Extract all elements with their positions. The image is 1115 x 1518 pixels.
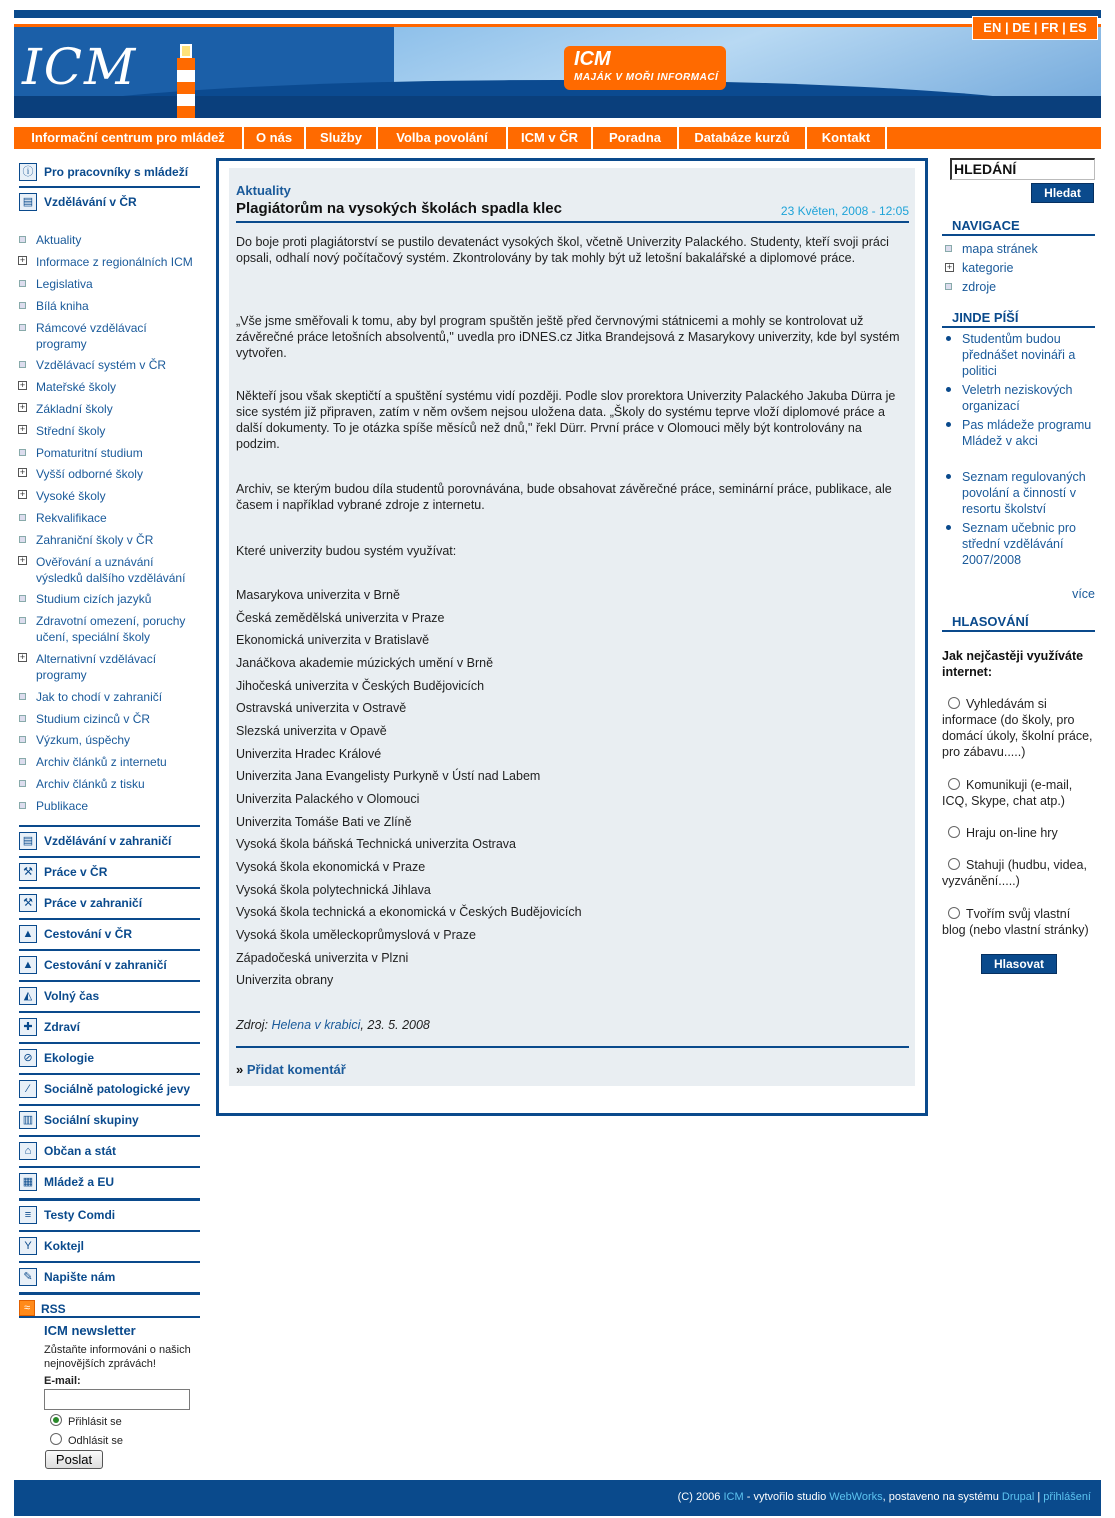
elsewhere-item-label: Seznam regulovaných povolání a činností v resortu školství [962, 470, 1086, 516]
section-label: Napište nám [44, 1270, 116, 1284]
book-icon: ▤ [19, 193, 37, 211]
expand-icon[interactable]: + [19, 467, 26, 477]
jinde-pisi-header [942, 306, 1095, 328]
bullet-icon [19, 324, 26, 331]
menu-item-label: Publikace [36, 799, 89, 813]
menu-item-label: Jak to chodí v zahraničí [36, 690, 163, 704]
nav-item-label: zdroje [962, 280, 997, 294]
section-socialne-patologicke[interactable] [19, 1073, 200, 1103]
menu-item-label: Alternativní vzdělávací programy [36, 652, 157, 682]
section-label: Občan a stát [44, 1144, 117, 1158]
lang-de[interactable]: DE [1012, 20, 1031, 35]
university-item: Univerzita Tomáše Bati ve Zlíně [236, 815, 412, 829]
article-paragraph: Někteří jsou však skeptičtí a spuštění systému vidí později. Podle slov prorektora Univerzity Palackého Jakuba Dürra je sice systém již připraven, zatím v něm ovšem nejsou uložena data. „Školy do systému teprve vloží diplomové práce a další dokumenty. To je otázka spíše měsíců než dnů," řekl Dürr. První práce v Olomouci měly být kontrolovány na podzim. [236, 389, 896, 451]
section-label: Koktejl [44, 1239, 85, 1253]
footer-copyright: (C) 2006 [677, 1491, 721, 1503]
bullet-icon [19, 736, 26, 743]
menu-item-label: Základní školy [36, 402, 113, 416]
section-label: Vzdělávání v ČR [44, 195, 137, 209]
footer-studio-link[interactable]: WebWorks [829, 1491, 883, 1503]
poll-radio[interactable] [948, 697, 960, 709]
expand-icon[interactable]: + [19, 652, 26, 662]
bullet-icon [19, 302, 26, 309]
menu-item-label: Zdravotní omezení, poruchy učení, speciální školy [36, 614, 186, 644]
poll-option-label: Komunikuji (e-mail, ICQ, Skype, chat atp.) [942, 778, 1073, 808]
university-item: Jihočeská univerzita v Českých Budějovicích [236, 679, 485, 693]
article-date: 23 Květen, 2008 - 12:05 [780, 204, 909, 218]
subscribe-radio[interactable] [50, 1414, 62, 1426]
newsletter-text: Zůstaňte informováni o našich nejnovějších zprávách! [44, 1344, 191, 1370]
section-cestovani-zahranici[interactable] [19, 949, 200, 979]
site-logo[interactable]: ICM [22, 38, 138, 96]
bullet-icon [946, 336, 951, 341]
section-label: Pro pracovníky s mládeží [44, 165, 189, 179]
menu-item-label: Rámcové vzdělávací programy [36, 321, 147, 351]
article-paragraph: „Vše jsme směřovali k tomu, aby byl program spuštěn ještě před červnovými státnicemi a mohly se kontrolovat už závěrečné práce letošních absolventů," uvedla pro iDNES.cz Jitka Brandejsová z Masarykovy univerzity, kde byl systém vytvořen. [236, 314, 900, 360]
unsubscribe-label: Odhlásit se [68, 1435, 124, 1447]
hlasovani-title: HLASOVÁNÍ [952, 614, 1029, 629]
section-label: Cestování v ČR [44, 927, 133, 941]
menu-item-label: Mateřské školy [36, 380, 117, 394]
nav-volba-povolani[interactable]: Volba povolání [378, 127, 508, 149]
section-ekologie[interactable] [19, 1042, 200, 1072]
main-nav [14, 127, 1101, 149]
section-vzdelavani-zahranici[interactable] [19, 825, 200, 855]
bullet-icon [19, 361, 26, 368]
bullet-icon [19, 693, 26, 700]
leaf-icon: ⊘ [19, 1049, 37, 1067]
section-volny-cas[interactable] [19, 980, 200, 1010]
header-banner [14, 18, 1101, 118]
nav-item-label: mapa stránek [962, 242, 1038, 256]
university-item: Masarykova univerzita v Brně [236, 588, 400, 602]
poll-option-label: Vyhledávám si informace (do školy, pro domácí úkoly, školní práce, pro zábavu.....) [942, 697, 1093, 759]
unsubscribe-radio[interactable] [50, 1433, 62, 1445]
bullet-icon [19, 236, 26, 243]
section-label: Sociální skupiny [44, 1113, 139, 1127]
section-napiste-nam[interactable] [19, 1261, 200, 1291]
university-item: Česká zemědělská univerzita v Praze [236, 611, 445, 625]
menu-item-label: Rekvalifikace [36, 511, 107, 525]
poll-option[interactable] [942, 777, 1095, 809]
rss-icon: ≈ [19, 1300, 35, 1316]
menu-item-label: Informace z regionálních ICM [36, 255, 193, 269]
email-field[interactable] [44, 1389, 190, 1410]
bullet-icon [19, 595, 26, 602]
section-pro-pracovniky[interactable] [19, 158, 200, 188]
poll-option-label: Hraju on-line hry [966, 826, 1058, 840]
menu-item-label: Pomaturitní studium [36, 446, 143, 460]
footer [14, 1480, 1101, 1516]
poll-radio[interactable] [948, 778, 960, 790]
add-comment-link[interactable]: Přidat komentář [246, 1062, 346, 1077]
lang-es[interactable]: ES [1069, 20, 1087, 35]
source-label: Zdroj: [236, 1018, 268, 1032]
university-item: Univerzita Palackého v Olomouci [236, 792, 420, 806]
section-label: Zdraví [44, 1020, 81, 1034]
leisure-icon: ◭ [19, 987, 37, 1005]
menu-item-label: Bílá kniha [36, 299, 89, 313]
email-label: E-mail: [44, 1375, 81, 1387]
bullet-icon [945, 245, 952, 252]
article-category[interactable]: Aktuality [236, 183, 291, 198]
university-item: Ostravská univerzita v Ostravě [236, 701, 407, 715]
poll-option-label: Tvořím svůj vlastní blog (nebo vlastní stránky) [942, 907, 1089, 937]
nav-icm-v-cr[interactable]: ICM v ČR [508, 127, 593, 149]
university-item: Univerzita Hradec Králové [236, 747, 382, 761]
section-obcan-a-stat[interactable] [19, 1135, 200, 1165]
section-label: Cestování v zahraničí [44, 958, 167, 972]
nav-kontakt[interactable]: Kontakt [807, 127, 887, 149]
university-item: Ekonomická univerzita v Bratislavě [236, 633, 430, 647]
add-comment [236, 1062, 346, 1077]
menu-item-label: Studium cizinců v ČR [36, 712, 151, 726]
expand-icon[interactable]: + [19, 380, 26, 390]
section-label: Práce v ČR [44, 865, 108, 879]
bullet-icon [19, 802, 26, 809]
list-icon: ≡ [19, 1206, 37, 1224]
university-item: Vysoká škola ekonomická v Praze [236, 860, 426, 874]
expand-icon[interactable]: + [19, 489, 26, 499]
section-label: RSS [41, 1302, 66, 1316]
section-label: Sociálně patologické jevy [44, 1082, 191, 1096]
expand-icon[interactable]: + [19, 424, 26, 434]
university-item: Univerzita Jana Evangelisty Purkyně v Ústí nad Labem [236, 769, 541, 783]
bullet-icon [19, 536, 26, 543]
section-vzdelavani-v-cr[interactable] [19, 186, 200, 216]
landscape-icon: ▲ [19, 956, 37, 974]
page-frame [14, 10, 1101, 1508]
section-label: Volný čas [44, 989, 100, 1003]
poll-option[interactable] [942, 696, 1095, 760]
section-prace-zahranici[interactable] [19, 887, 200, 917]
comment-divider [236, 1046, 909, 1048]
section-testy-comdi[interactable] [19, 1198, 200, 1228]
bullet-icon [946, 525, 951, 530]
bullet-icon [19, 758, 26, 765]
bullet-icon [946, 474, 951, 479]
elsewhere-item-label: Studentům budou přednášet novináři a politici [962, 332, 1076, 378]
article-paragraph: Do boje proti plagiátorství se pustilo devatenáct vysokých škol, včetně Univerzity Palackého. Studenty, kteří svoji práci opsali, odhalí nový počítačový systém. Zkontrolovány by tak mohly být už letošní bakalářské a diplomové práce. [236, 235, 889, 265]
menu-item-label: Zahraniční školy v ČR [36, 533, 154, 547]
source-date: , 23. 5. 2008 [360, 1018, 430, 1032]
poll-question: Jak nejčastěji využíváte internet: [942, 649, 1084, 679]
navigace-title: NAVIGACE [952, 218, 1020, 233]
section-label: Mládež a EU [44, 1175, 115, 1189]
poll-option-label: Stahuji (hudbu, videa, vyzvánění.....) [942, 858, 1087, 888]
bullet-icon [19, 449, 26, 456]
title-divider [236, 221, 909, 223]
elsewhere-item-label: Seznam učebnic pro střední vzdělávání 2007/2008 [962, 521, 1076, 567]
lang-en[interactable]: EN [983, 20, 1002, 35]
article-source [236, 1018, 430, 1032]
footer-drupal-link[interactable]: Drupal [1001, 1491, 1035, 1503]
university-item: Západočeská univerzita v Plzni [236, 951, 409, 965]
person-icon: ⓘ [19, 163, 37, 181]
comment-prefix: » [236, 1062, 244, 1077]
menu-item-label: Vzdělávací systém v ČR [36, 358, 167, 372]
mail-icon: ✎ [19, 1268, 37, 1286]
expand-icon[interactable]: + [19, 255, 26, 265]
nav-databaze-kurzu[interactable]: Databáze kurzů [679, 127, 807, 149]
menu-item-label: Střední školy [36, 424, 106, 438]
chart-icon: ▦ [19, 1173, 37, 1191]
nav-sluzby[interactable]: Služby [306, 127, 378, 149]
expand-icon[interactable]: + [19, 402, 26, 412]
menu-item-label: Ověřování a uznávání výsledků dalšího vzdělávání [36, 555, 186, 585]
menu-item-label: Výzkum, úspěchy [36, 733, 131, 747]
search-input[interactable]: HLEDÁNÍ [950, 158, 1095, 180]
more-link[interactable]: více [1072, 587, 1095, 601]
poll-radio[interactable] [948, 826, 960, 838]
hammer-icon: ⚒ [19, 863, 37, 881]
university-item: Vysoká škola polytechnická Jihlava [236, 883, 431, 897]
nav-poradna[interactable]: Poradna [593, 127, 679, 149]
menu-item-label: Vysoké školy [36, 489, 106, 503]
search-button[interactable]: Hledat [1031, 183, 1094, 203]
bullet-icon [19, 617, 26, 624]
article-title: Plagiátorům na vysokých školách spadla klec [236, 200, 562, 217]
nav-informacni-centrum[interactable]: Informační centrum pro mládež [14, 127, 244, 149]
footer-mid: - vytvořilo studio [746, 1491, 827, 1503]
bullet-icon [19, 780, 26, 787]
jinde-pisi-title: JINDE PÍŠÍ [952, 310, 1019, 325]
newsletter-title: ICM newsletter [44, 1323, 136, 1338]
syringe-icon: ⁄ [19, 1080, 37, 1098]
section-label: Ekologie [44, 1051, 95, 1065]
footer-text [678, 1491, 1091, 1503]
lighthouse-icon [174, 40, 198, 118]
group-icon: ▥ [19, 1111, 37, 1129]
bullet-icon [945, 283, 952, 290]
section-mladez-a-eu[interactable] [19, 1166, 200, 1196]
language-switcher: EN | DE | FR | ES [972, 16, 1098, 40]
source-link[interactable]: Helena v krabici [271, 1018, 361, 1032]
vote-button[interactable]: Hlasovat [981, 954, 1057, 974]
book-icon: ▤ [19, 832, 37, 850]
section-label: Práce v zahraničí [44, 896, 143, 910]
poll-option[interactable] [942, 906, 1095, 938]
expand-icon[interactable]: + [946, 262, 953, 272]
footer-built: , postaveno na systému [882, 1491, 999, 1503]
glass-icon: Y [19, 1237, 37, 1255]
poll-option[interactable] [942, 825, 1095, 841]
menu-item-label: Legislativa [36, 277, 93, 291]
university-item: Slezská univerzita v Opavě [236, 724, 387, 738]
article-paragraph: Archiv, se kterým budou díla studentů porovnávána, bude obsahovat závěrečné práce, seminární práce, publikace, ale časem i například vybrané zdroje z internetu. [236, 482, 892, 512]
poll-radio[interactable] [948, 858, 960, 870]
hlasovani-header [942, 610, 1095, 632]
menu-item-label: Vyšší odborné školy [36, 467, 143, 481]
badge-subtitle: MAJÁK V MOŘI INFORMACÍ [574, 72, 719, 83]
cross-icon: ✚ [19, 1018, 37, 1036]
newsletter-box [19, 1316, 200, 1486]
article-paragraph: Které univerzity budou systém využívat: [236, 544, 457, 558]
bullet-icon [19, 514, 26, 521]
university-item: Janáčkova akademie múzických umění v Brně [236, 656, 494, 670]
newsletter-send-button[interactable]: Poslat [45, 1450, 103, 1469]
hammer-icon: ⚒ [19, 894, 37, 912]
bullet-icon [19, 280, 26, 287]
bullet-icon [19, 715, 26, 722]
navigace-header [942, 214, 1095, 236]
footer-separator: | [1037, 1491, 1041, 1503]
nav-o-nas[interactable]: O nás [244, 127, 306, 149]
badge-title: ICM [574, 48, 611, 70]
section-cestovani-v-cr[interactable] [19, 918, 200, 948]
nav-item-label: kategorie [962, 261, 1014, 275]
section-zdravi[interactable] [19, 1011, 200, 1041]
section-koktejl[interactable] [19, 1230, 200, 1260]
section-prace-v-cr[interactable] [19, 856, 200, 886]
article [229, 168, 915, 1086]
landscape-icon: ▲ [19, 925, 37, 943]
university-item: Vysoká škola báňská Technická univerzita Ostrava [236, 837, 516, 851]
expand-icon[interactable]: + [19, 555, 26, 565]
menu-item-label: Archiv článků z tisku [36, 777, 145, 791]
main-content [216, 158, 928, 1116]
footer-icm-link[interactable]: ICM [723, 1491, 744, 1503]
university-item: Vysoká škola uměleckoprůmyslová v Praze [236, 928, 476, 942]
subscribe-label: Přihlásit se [68, 1416, 122, 1428]
footer-login-link[interactable]: přihlášení [1043, 1491, 1091, 1503]
section-label: Vzdělávání v zahraničí [44, 834, 172, 848]
elsewhere-item-label: Veletrh neziskových organizací [962, 383, 1073, 413]
bullet-icon [946, 422, 951, 427]
university-item: Univerzita obrany [236, 973, 334, 987]
bullet-icon [946, 387, 951, 392]
header-badge [564, 46, 726, 90]
menu-item-label: Studium cizích jazyků [36, 592, 152, 606]
building-icon: ⌂ [19, 1142, 37, 1160]
menu-item-label: Archiv článků z internetu [36, 755, 167, 769]
poll-option[interactable] [942, 857, 1095, 889]
lang-fr[interactable]: FR [1041, 20, 1059, 35]
university-item: Vysoká škola technická a ekonomická v Českých Budějovicích [236, 905, 582, 919]
menu-item-label: Aktuality [36, 233, 82, 247]
elsewhere-item-label: Pas mládeže programu Mládež v akci [962, 418, 1092, 448]
section-socialni-skupiny[interactable] [19, 1104, 200, 1134]
section-label: Testy Comdi [44, 1208, 116, 1222]
poll-radio[interactable] [948, 907, 960, 919]
